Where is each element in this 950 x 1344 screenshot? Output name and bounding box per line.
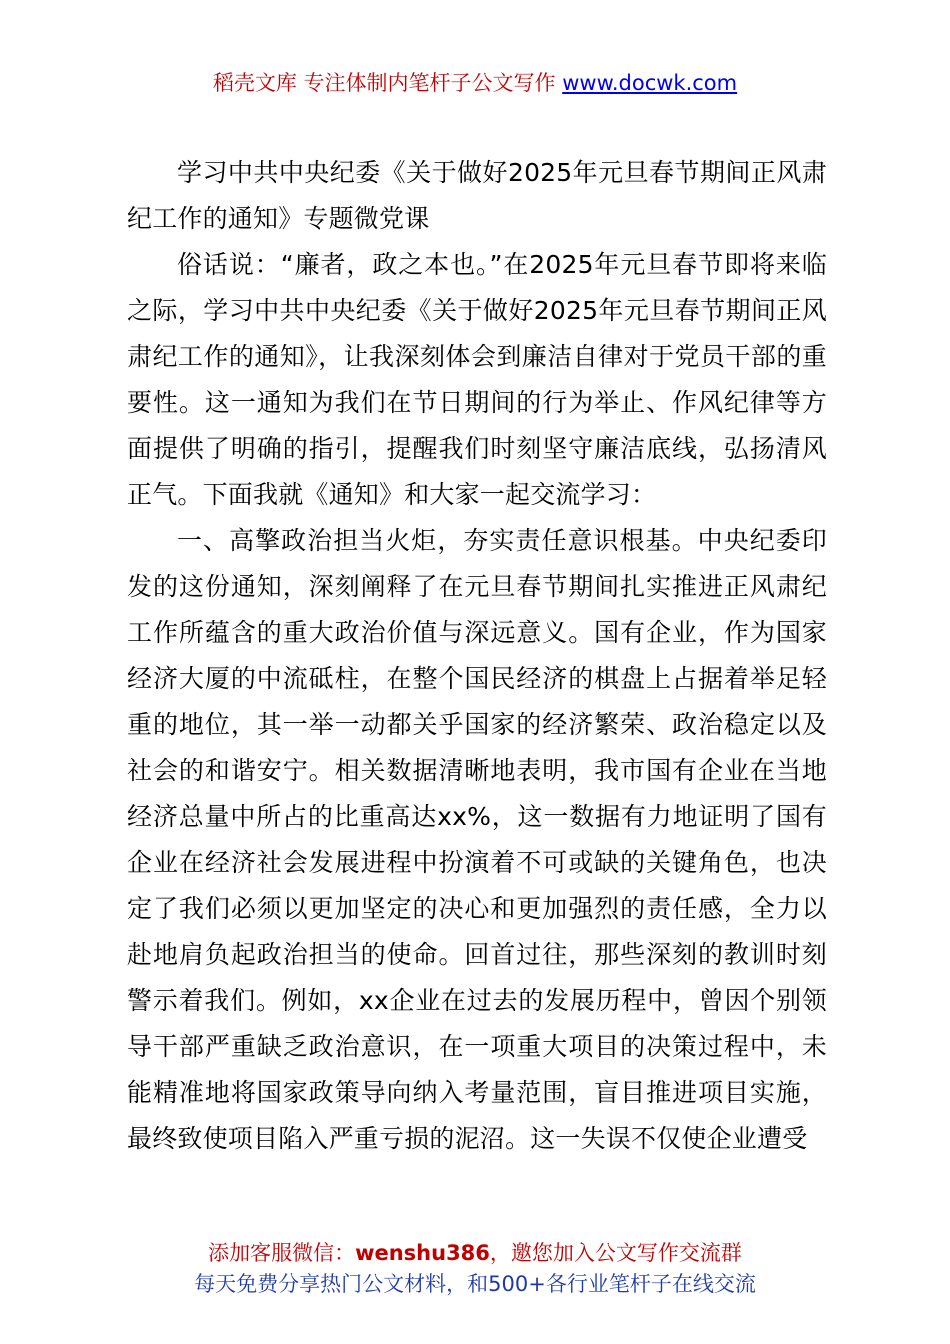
footer-wechat-id: wenshu386	[355, 1241, 490, 1265]
document-title: 学习中共中央纪委《关于做好2025年元旦春节期间正风肃纪工作的通知》专题微党课	[127, 158, 827, 233]
paragraph-intro: 俗话说：“廉者，政之本也。”在2025年元旦春节即将来临之际，学习中共中央纪委《关于做好2025年元旦春节期间正风肃纪工作的通知》，让我深刻体会到廉洁自律对于党员干部的重要性。这一通知为我们在节日期间的行为举止、作风纪律等方面提供了明确的指引，提醒我们时刻坚守廉洁底线，弘扬清风正气。下面我就《通知》和大家一起交流学习：	[127, 250, 827, 509]
footer-contact-line	[0, 1238, 950, 1269]
header-website-link[interactable]: www.docwk.com	[562, 71, 738, 95]
footer-contact-prefix: 添加客服微信：	[208, 1241, 356, 1265]
footer-contact-suffix: ，邀您加入公文写作交流群	[489, 1241, 742, 1265]
footer-promo-line: 每天免费分享热门公文材料，和500+各行业笔杆子在线交流	[194, 1272, 756, 1296]
page-header	[0, 66, 950, 100]
document-body	[127, 150, 827, 1162]
header-brand-text: 稻壳文库 专注体制内笔杆子公文写作	[212, 71, 556, 95]
page-footer	[0, 1238, 950, 1300]
paragraph-section-one: 一、高擎政治担当火炬，夯实责任意识根基。中央纪委印发的这份通知，深刻阐释了在元旦春节期间扎实推进正风肃纪工作所蕴含的重大政治价值与深远意义。国有企业，作为国家经济大厦的中流砥柱，在整个国民经济的棋盘上占据着举足轻重的地位，其一举一动都关乎国家的经济繁荣、政治稳定以及社会的和谐安宁。相关数据清晰地表明，我市国有企业在当地经济总量中所占的比重高达xx%，这一数据有力地证明了国有企业在经济社会发展进程中扮演着不可或缺的关键角色，也决定了我们必须以更加坚定的决心和更加强烈的责任感，全力以赴地肩负起政治担当的使命。回首过往，那些深刻的教训时刻警示着我们。例如，xx企业在过去的发展历程中，曾因个别领导干部严重缺乏政治意识，在一项重大项目的决策过程中，未能精准地将国家政策导向纳入考量范围，盲目推进项目实施，最终致使项目陷入严重亏损的泥沼。这一失误不仅使企业遭受	[127, 526, 827, 1153]
